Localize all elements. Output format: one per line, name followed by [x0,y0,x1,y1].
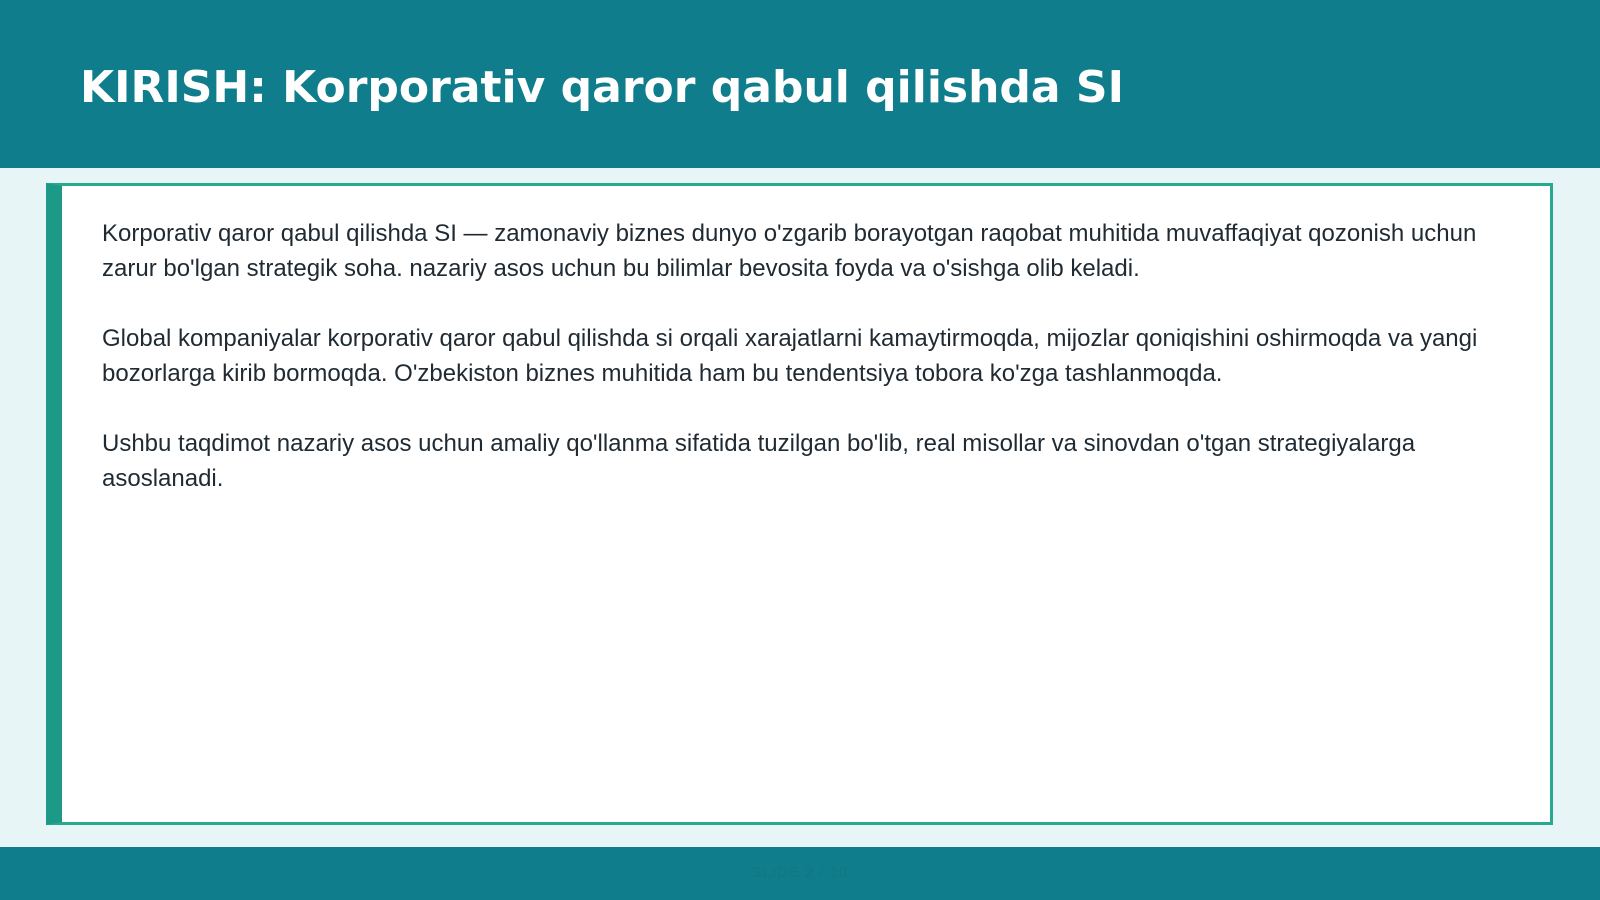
paragraph-list [102,216,1522,531]
content-panel [46,183,1553,825]
slide-header [0,0,1600,168]
global-trend-paragraph: Global kompaniyalar korporativ qaror qabul qilishda si orqali xarajatlarni kamaytirmoqda, mijozlar qoniqishini oshirmoqda va yangi bozorlarga kirib bormoqda. O'zbekiston biznes muhitida ham bu tendentsiya tobora ko'zga tashlanmoqda. [102,325,1478,387]
presentation-purpose-paragraph: Ushbu taqdimot nazariy asos uchun amaliy qo'llanma sifatida tuzilgan bo'lib, real misollar va sinovdan o'tgan strategiyalarga asoslanadi. [102,430,1416,492]
slide-footer [0,847,1600,900]
slide-counter: SLIDE 2 / 10 [751,864,849,881]
slide-title: KIRISH: Korporativ qaror qabul qilishda SI [80,62,1124,113]
intro-paragraph: Korporativ qaror qabul qilishda SI — zamonaviy biznes dunyo o'zgarib borayotgan raqobat muhitida muvaffaqiyat qozonish uchun zarur bo'lgan strategik soha. nazariy asos uchun bu bilimlar bevosita foyda va o'sishga olib keladi. [102,220,1477,282]
